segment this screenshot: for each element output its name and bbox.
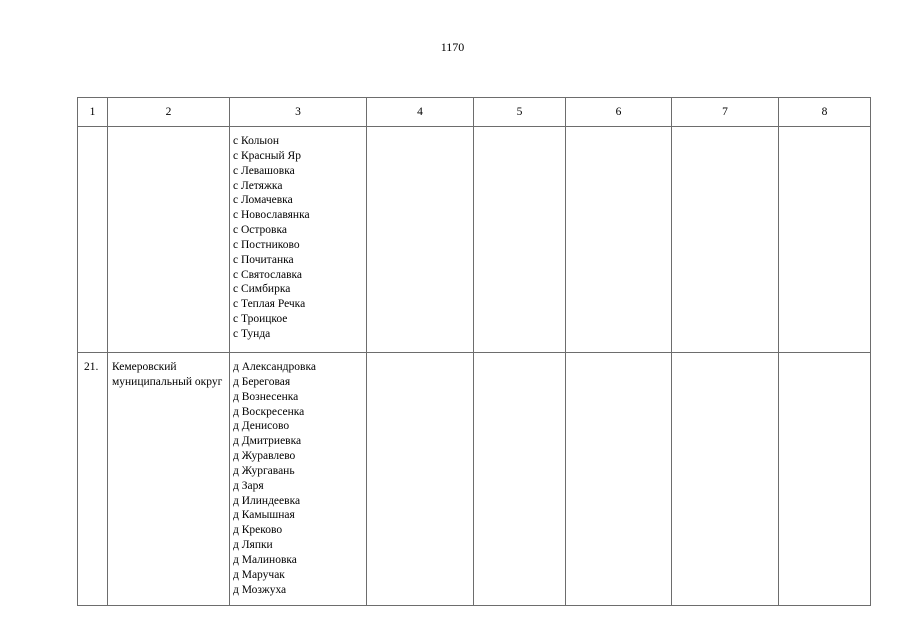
- table-row: [78, 127, 871, 353]
- settlement-item: д Жургавань: [233, 464, 295, 477]
- empty-cell: [566, 353, 672, 606]
- settlements-table: [77, 97, 871, 606]
- settlement-item: с Красный Яр: [233, 149, 301, 162]
- page-number: 1170: [440, 40, 465, 54]
- settlements-cell: [230, 127, 367, 353]
- settlement-item: д Денисово: [233, 420, 290, 433]
- settlement-item: с Почитанка: [233, 253, 294, 266]
- column-header: 6: [566, 98, 672, 127]
- settlement-item: с Тунда: [233, 327, 271, 340]
- settlement-item: с Левашовка: [233, 164, 295, 177]
- settlement-item: д Мозжуха: [233, 583, 287, 596]
- empty-cell: [779, 127, 871, 353]
- settlement-item: с Теплая Речка: [233, 298, 306, 311]
- settlement-item: д Александровка: [233, 361, 316, 373]
- column-header: 8: [779, 98, 871, 127]
- settlement-item: д Ляпки: [233, 539, 273, 552]
- empty-cell: [367, 127, 474, 353]
- column-header: 3: [230, 98, 367, 127]
- settlement-item: с Постниково: [233, 238, 300, 251]
- column-header: 2: [108, 98, 230, 127]
- settlements-cell: [230, 353, 367, 606]
- column-header: 5: [474, 98, 566, 127]
- settlement-item: д Креково: [233, 524, 283, 537]
- settlement-item: с Святославка: [233, 268, 303, 281]
- settlement-item: д Камышная: [233, 509, 295, 522]
- settlement-item: д Маручак: [233, 568, 285, 581]
- table-header-row: [78, 98, 871, 127]
- empty-cell: [474, 127, 566, 353]
- settlement-item: д Дмитриевка: [233, 435, 302, 448]
- empty-cell: [779, 353, 871, 606]
- table-row: [78, 353, 871, 606]
- settlement-item: д Береговая: [233, 375, 291, 388]
- empty-cell: [474, 353, 566, 606]
- settlement-item: д Заря: [233, 479, 264, 492]
- settlement-item: д Журавлево: [233, 450, 296, 463]
- settlement-item: с Троицкое: [233, 313, 288, 326]
- municipality-name-cell: Кемеровский муниципальный округ: [108, 353, 230, 606]
- empty-cell: [566, 127, 672, 353]
- settlement-item: с Островка: [233, 224, 288, 237]
- settlement-item: с Колыон: [233, 135, 280, 147]
- column-header: 4: [367, 98, 474, 127]
- municipality-name-cell: [108, 127, 230, 353]
- column-header: 7: [672, 98, 779, 127]
- row-number-cell: 21.: [78, 353, 108, 606]
- column-header: 1: [78, 98, 108, 127]
- settlement-item: д Илиндеевка: [233, 494, 301, 507]
- row-number-cell: [78, 127, 108, 353]
- settlement-item: с Ломачевка: [233, 194, 293, 207]
- settlement-item: с Новославянка: [233, 209, 310, 222]
- settlement-item: д Воскресенка: [233, 405, 305, 418]
- empty-cell: [367, 353, 474, 606]
- empty-cell: [672, 127, 779, 353]
- empty-cell: [672, 353, 779, 606]
- settlement-item: д Вознесенка: [233, 390, 299, 403]
- settlement-list: [230, 127, 366, 342]
- settlement-list: [230, 353, 366, 598]
- settlement-item: с Летяжка: [233, 179, 283, 192]
- settlement-item: с Симбирка: [233, 283, 291, 296]
- settlement-item: д Малиновка: [233, 553, 297, 566]
